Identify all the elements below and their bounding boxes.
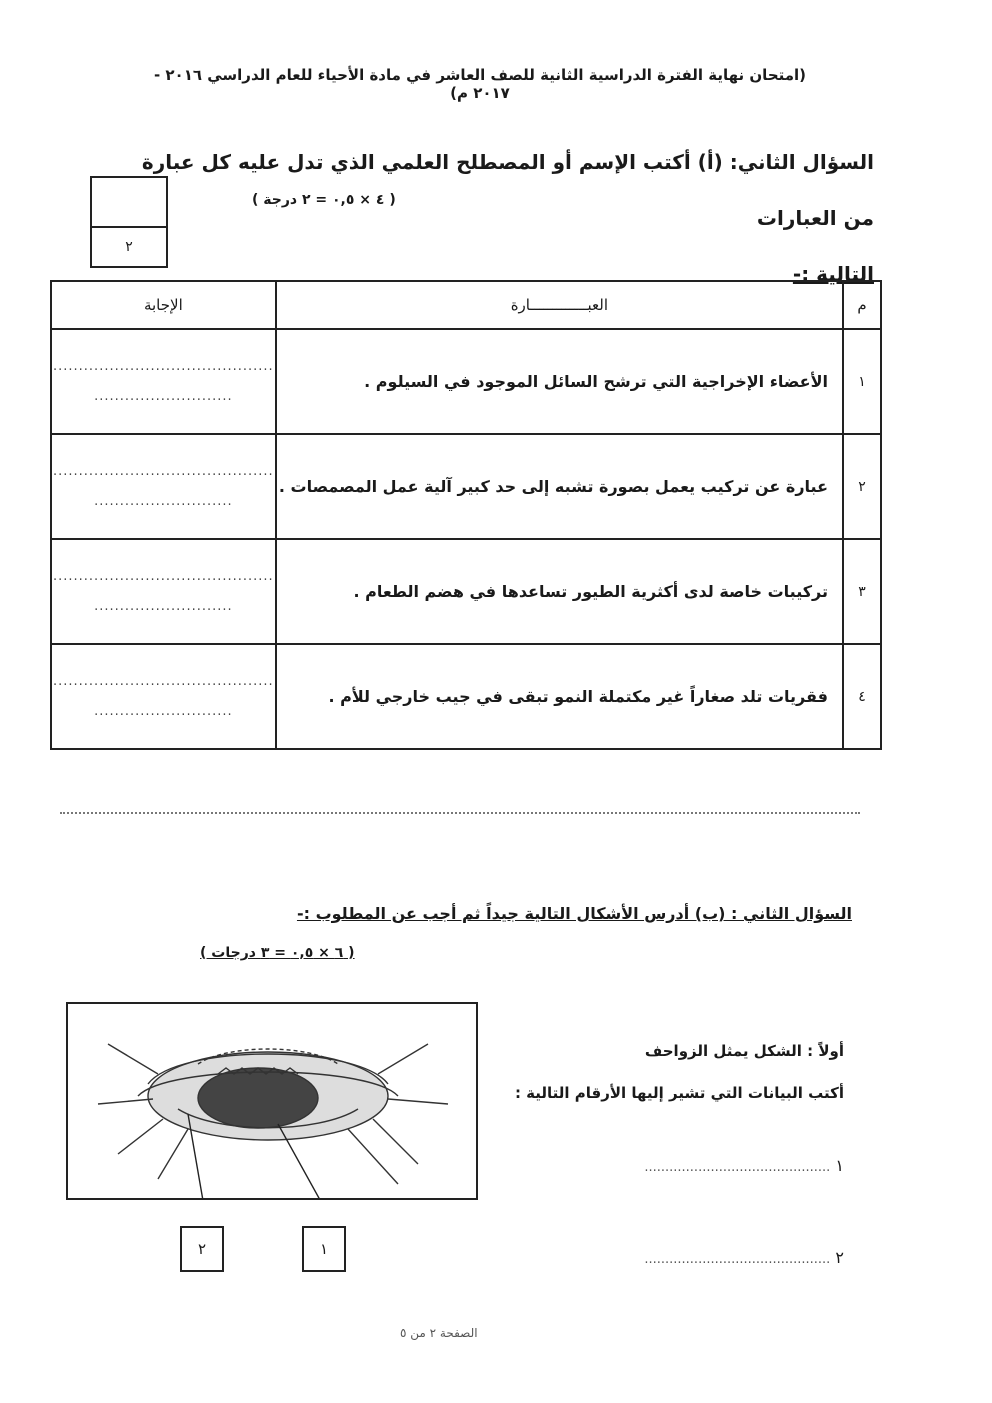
part1-title: أولاً : الشكل يمثل الزواحف: [644, 1042, 844, 1060]
header-num: م: [843, 281, 881, 329]
answer-line-1-num: ١: [835, 1156, 844, 1175]
answer-dots-line2: ...........................: [94, 493, 233, 509]
table-row: [51, 329, 881, 434]
answer-line-2-dots: .............................................: [644, 1252, 831, 1267]
row-num: ٢: [843, 434, 881, 539]
label-box-2: ٢: [180, 1226, 224, 1272]
row-num: ١: [843, 329, 881, 434]
score-box-value: ٢: [125, 239, 133, 255]
question-b-marks: ( ٦ × ٠,٥ = ٣ درجات ): [200, 945, 355, 961]
answer-dots-line2: ...........................: [94, 703, 233, 719]
part1-instruction: أكتب البيانات التي تشير إليها الأرقام التالية :: [514, 1084, 844, 1102]
table-row: [51, 539, 881, 644]
score-box: [90, 176, 168, 268]
answer-dots-line1: ...........................................: [53, 463, 274, 479]
header-answer: الإجابة: [51, 281, 276, 329]
answer-field[interactable]: [51, 329, 276, 434]
question-b-title: [297, 904, 852, 923]
answer-dots-line1: ...........................................: [53, 358, 274, 374]
answer-field[interactable]: [51, 539, 276, 644]
page-footer: الصفحة ٢ من ٥: [400, 1326, 478, 1340]
answer-field[interactable]: [51, 644, 276, 749]
row-num: ٤: [843, 644, 881, 749]
exam-header: (امتحان نهاية الفترة الدراسية الثانية للصف العاشر في مادة الأحياء للعام الدراسي ٢٠١٦ - ٢٠١٧ م): [153, 66, 807, 102]
answer-dots-line1: ...........................................: [53, 673, 274, 689]
table-header-row: [51, 281, 881, 329]
table-row: [51, 644, 881, 749]
answer-dots-line2: ...........................: [94, 598, 233, 614]
reptile-drawing-icon: [68, 1004, 476, 1198]
row-num: ٣: [843, 539, 881, 644]
score-box-empty-cell: [92, 178, 166, 228]
table-row: [51, 434, 881, 539]
answer-dots-line1: ...........................................: [53, 568, 274, 584]
answer-line-1[interactable]: [614, 1156, 844, 1175]
section-separator: [60, 812, 860, 814]
answer-line-2-num: ٢: [835, 1248, 844, 1267]
label-box-1: ١: [302, 1226, 346, 1272]
row-statement: عبارة عن تركيب يعمل بصورة تشبه إلى حد كبير آلية عمل المصمصات .: [276, 434, 843, 539]
question-a-title-line2: التالية :-: [792, 262, 874, 286]
answer-line-1-dots: .............................................: [644, 1160, 831, 1175]
reptile-figure: [66, 1002, 478, 1200]
question-a-title: [114, 134, 874, 302]
answer-dots-line2: ...........................: [94, 388, 233, 404]
answer-line-2[interactable]: [614, 1248, 844, 1267]
question-b-title-text: السؤال الثاني : (ب) أدرس الأشكال التالية جيداً ثم أجب عن المطلوب :-: [296, 904, 852, 923]
question-a-marks: ( ٤ × ٠,٥ = ٢ درجة ): [252, 192, 396, 208]
row-statement: تركيبات خاصة لدى أكثرية الطيور تساعدها في هضم الطعام .: [276, 539, 843, 644]
row-statement: الأعضاء الإخراجية التي ترشح السائل الموجود في السيلوم .: [276, 329, 843, 434]
question-a-title-line1: السؤال الثاني: (أ) أكتب الإسم أو المصطلح العلمي الذي تدل عليه كل عبارة من العبارات: [141, 150, 874, 230]
answer-field[interactable]: [51, 434, 276, 539]
row-statement: فقريات تلد صغاراً غير مكتملة النمو تبقى في جيب خارجي للأم .: [276, 644, 843, 749]
header-statement: العبـــــــــــــارة: [276, 281, 843, 329]
statements-table: [50, 280, 882, 750]
